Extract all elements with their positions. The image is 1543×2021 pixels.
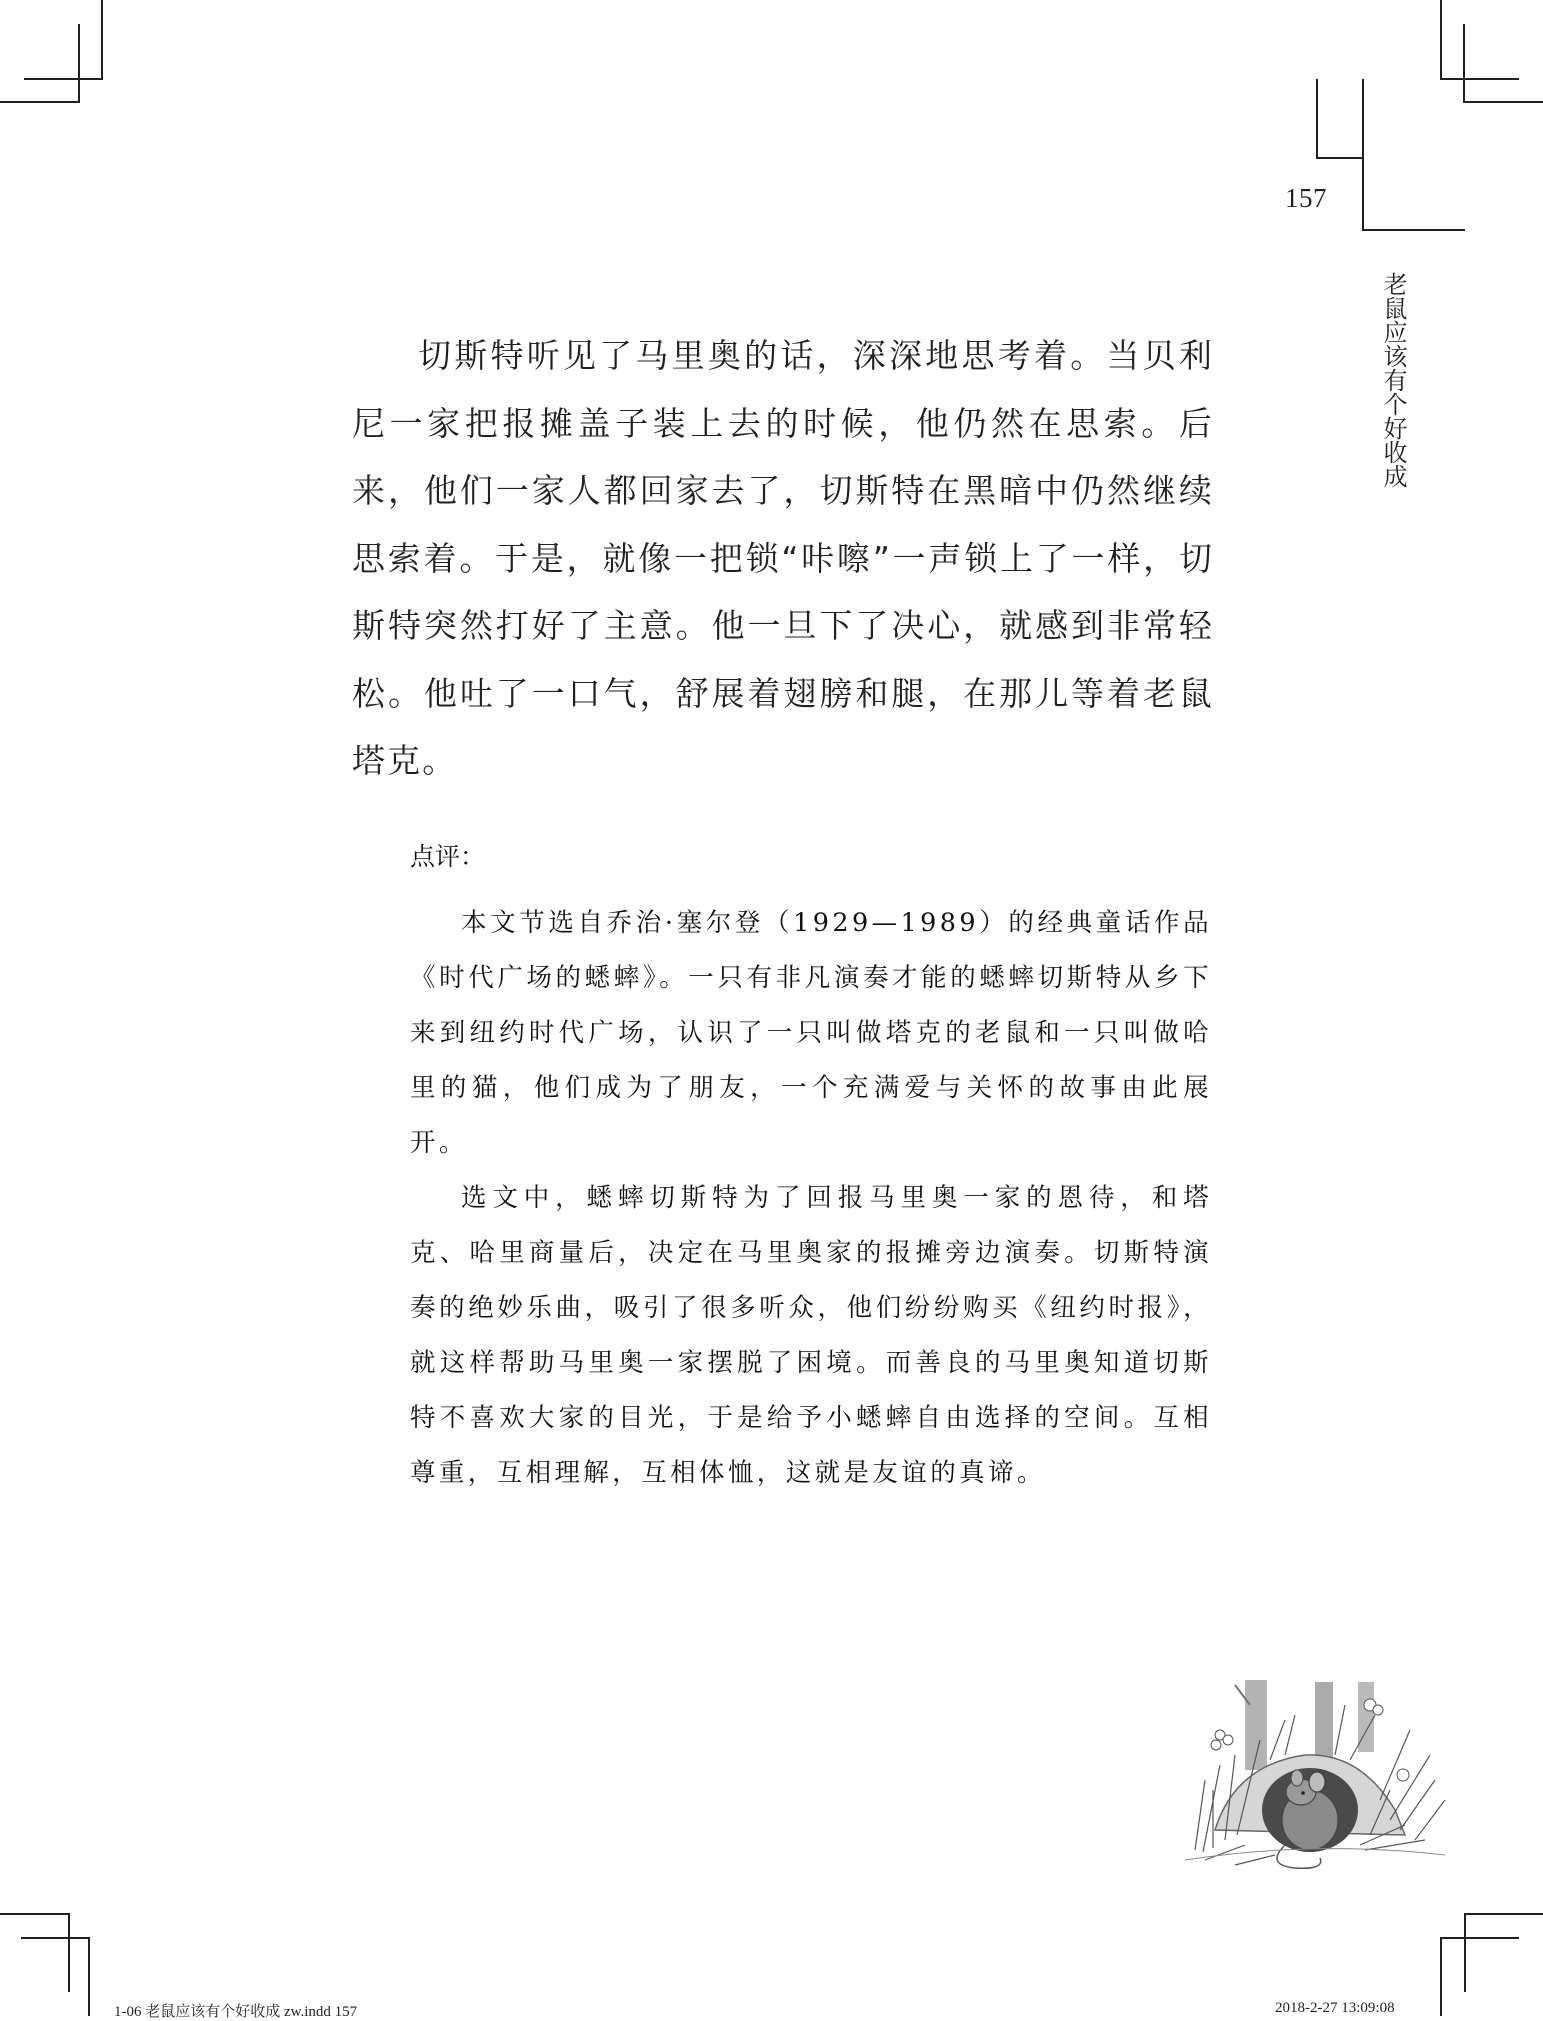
crop-mark	[1464, 1913, 1543, 1915]
trim-mark	[1316, 79, 1318, 158]
crop-mark	[24, 78, 103, 80]
mouse-burrow-illustration	[1175, 1660, 1450, 1875]
trim-mark	[1316, 157, 1363, 159]
review-paragraph: 本文节选自乔治·塞尔登（1929—1989）的经典童话作品《时代广场的蟋蟀》。一只有非凡演奏才能的蟋蟀切斯特从乡下来到纽约时代广场，认识了一只叫做塔克的老鼠和一只叫做哈里的猫，他们成为了朋友，一个充满爱与关怀的故事由此展开。	[410, 908, 1212, 1158]
trim-mark	[1362, 79, 1364, 230]
crop-mark	[1463, 101, 1543, 103]
review-paragraph: 选文中，蟋蟀切斯特为了回报马里奥一家的恩待，和塔克、哈里商量后，决定在马里奥家的报摊旁边演奏。切斯特演奏的绝妙乐曲，吸引了很多听众，他们纷纷购买《纽约时报》，就这样帮助马里奥一家摆脱了困境。而善良的马里奥知道切斯特不喜欢大家的目光，于是给予小蟋蟀自由选择的空间。互相尊重，互相理解，互相体恤，这就是友谊的真谛。	[410, 1183, 1212, 1488]
crop-mark	[1463, 24, 1465, 103]
crop-mark	[1440, 1937, 1442, 2016]
crop-mark	[68, 1913, 70, 1992]
crop-mark	[21, 1937, 90, 1939]
crop-mark	[0, 101, 79, 103]
timestamp-slug: 2018-2-27 13:09:08	[1275, 2000, 1395, 2016]
page-number: 157	[1285, 183, 1327, 213]
story-text	[352, 322, 1214, 795]
review-section	[410, 832, 1212, 1501]
crop-mark	[88, 1937, 90, 2016]
review-label: 点评：	[410, 842, 486, 871]
crop-mark	[1440, 0, 1442, 79]
trim-mark	[1362, 229, 1465, 231]
crop-mark	[101, 0, 103, 79]
crop-mark	[1440, 78, 1519, 80]
crop-mark	[0, 1913, 69, 1915]
crop-mark	[1440, 1937, 1519, 1939]
crop-mark	[78, 24, 80, 103]
running-head: 老鼠应该有个好收成	[1379, 272, 1407, 488]
crop-mark	[1464, 1913, 1466, 1992]
file-slug: 1-06 老鼠应该有个好收成 zw.indd 157	[114, 2004, 358, 2020]
story-paragraph: 切斯特听见了马里奥的话，深深地思考着。当贝利尼一家把报摊盖子装上去的时候，他仍然在思索。后来，他们一家人都回家去了，切斯特在黑暗中仍然继续思索着。于是，就像一把锁“咔嚓”一声锁上了一样，切斯特突然打好了主意。他一旦下了决心，就感到非常轻松。他吐了一口气，舒展着翅膀和腿，在那儿等着老鼠塔克。	[352, 336, 1214, 780]
